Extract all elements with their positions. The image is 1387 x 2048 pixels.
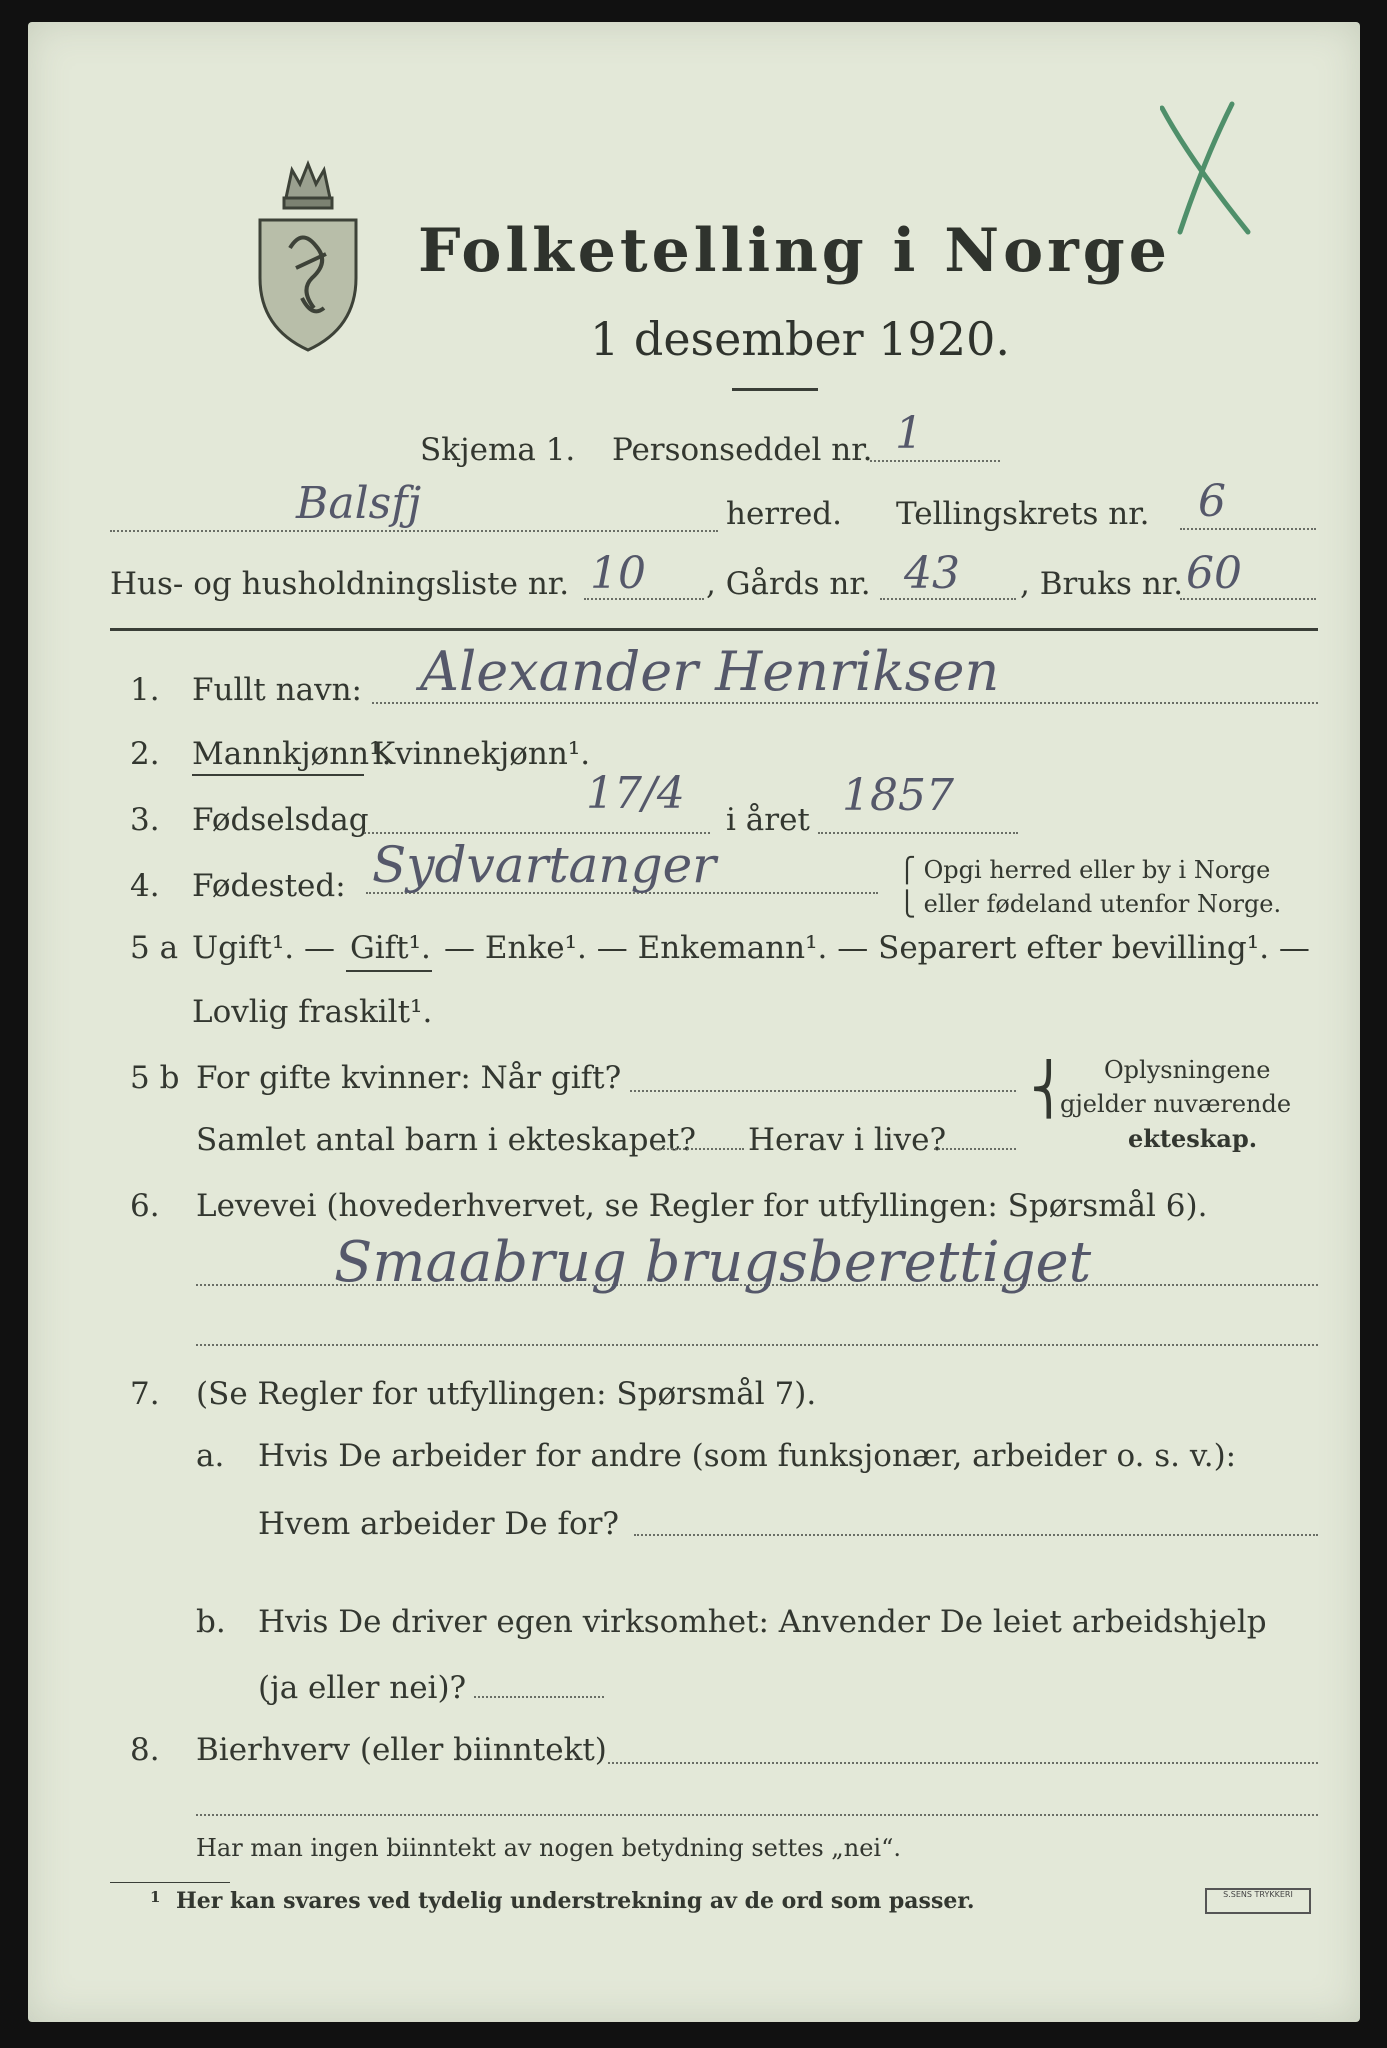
q3-label: Fødselsdag [192,802,369,838]
q7b-label-line1: Hvis De driver egen virksomhet: Anvender De leiet arbeidshjelp [258,1604,1267,1640]
footnote-text: Her kan svares ved tydelig understrekning av de ord som passer. [176,1888,975,1914]
bruks-value: 60 [1186,548,1242,599]
q6-value: Smaabrug brugsberettiget [334,1230,1092,1295]
q2-number: 2. [130,736,160,772]
q5b-note-line3: ekteskap. [1128,1124,1258,1153]
header-divider [732,388,818,391]
personseddel-line [870,460,1000,462]
q7-label: (Se Regler for utfyllingen: Spørsmål 7). [196,1376,817,1412]
bruks-label: , Bruks nr. [1020,566,1184,602]
q2-female: Kvinnekjønn¹. [372,736,591,772]
q3-year-label: i året [726,802,810,838]
q7a-line [634,1534,1318,1536]
q5a-other-options: — Enke¹. — Enkemann¹. — Separert efter bevilling¹. — [444,930,1310,966]
q5a-fraskilt: Lovlig fraskilt¹. [192,994,433,1030]
q3-year-value: 1857 [842,770,954,821]
q5a-gift: Gift¹. [350,930,431,966]
q2-male: Mannkjønn¹. [192,736,392,772]
coat-of-arms-icon [252,158,364,354]
q5b-number: 5 b [130,1060,180,1096]
q7b-letter: b. [196,1604,226,1640]
q4-note-line2: ⎩ eller fødeland utenfor Norge. [898,890,1282,918]
x-mark-icon [1160,100,1270,240]
hus-label: Hus- og husholdningsliste nr. [110,566,570,602]
personseddel-label: Personseddel nr. [612,432,873,468]
hus-value: 10 [590,548,646,599]
q4-label: Fødested: [192,868,346,904]
form-title: Folketelling i Norge [418,216,1171,286]
personseddel-value: 1 [895,408,923,459]
q6-label: Levevei (hovederhvervet, se Regler for utfyllingen: Spørsmål 6). [196,1188,1208,1224]
q6-number: 6. [130,1188,160,1224]
q7a-label-line1: Hvis De arbeider for andre (som funksjonær, arbeider o. s. v.): [258,1438,1237,1474]
q5a-ugift: Ugift¹. — [192,930,335,966]
q6-line2 [196,1344,1318,1346]
q5b-note-line1: Oplysningene [1104,1056,1271,1084]
q5b-note-line2-text: gjelder nuværende [1060,1090,1292,1118]
q5b-note-line2 [1060,1090,1291,1118]
census-date: 1 desember 1920. [590,312,1010,366]
tellingskrets-line [1180,528,1316,530]
q7-number: 7. [130,1376,160,1412]
footnote-mark: 1 [150,1888,161,1906]
q8-line1 [608,1762,1318,1764]
gards-label: , Gårds nr. [706,566,871,602]
q5b-married-line [630,1090,1016,1092]
gards-value: 43 [904,548,960,599]
tellingskrets-label: Tellingskrets nr. [896,496,1150,532]
q8-line2 [196,1814,1318,1816]
q7b-label-line2: (ja eller nei)? [258,1670,467,1706]
printer-stamp: S.SENS TRYKKERI [1205,1888,1311,1914]
q7a-letter: a. [196,1438,225,1474]
q1-label: Fullt navn: [192,672,362,708]
q3-line [364,832,710,834]
q5b-children-alive: Herav i live? [748,1122,947,1158]
q4-number: 4. [130,868,160,904]
herred-label: herred. [726,496,842,532]
q4-note-line1: ⎧ Opgi herred eller by i Norge [898,856,1271,884]
herred-line [110,530,718,532]
q8-note: Har man ingen biinntekt av nogen betydning settes „nei“. [196,1834,901,1862]
q1-value: Alexander Henriksen [420,640,1000,703]
q3-number: 3. [130,802,160,838]
q1-number: 1. [130,672,160,708]
q7a-label-line2: Hvem arbeider De for? [258,1506,620,1542]
q3-value: 17/4 [586,768,685,819]
q8-number: 8. [130,1732,160,1768]
q5a-number: 5 a [130,930,179,966]
q7b-line [474,1696,604,1698]
q8-label: Bierhverv (eller biinntekt) [196,1732,607,1768]
q5b-children-line [656,1148,744,1150]
q5b-bracket: ⎨ [1030,1060,1068,1118]
q4-value: Sydvartanger [372,836,717,894]
footnote-divider [110,1882,230,1883]
q5b-alive-line [934,1148,1016,1150]
q5b-married-when: For gifte kvinner: Når gift? [196,1060,622,1096]
q2-male-underline [192,774,364,776]
tellingskrets-value: 6 [1198,476,1226,527]
q3-year-line [818,832,1018,834]
herred-value: Balsfj [296,478,422,529]
q5b-children-total: Samlet antal barn i ekteskapet? [196,1122,696,1158]
schema-label: Skjema 1. [420,432,576,468]
q5a-gift-underline [346,970,432,972]
section-divider [110,628,1318,631]
